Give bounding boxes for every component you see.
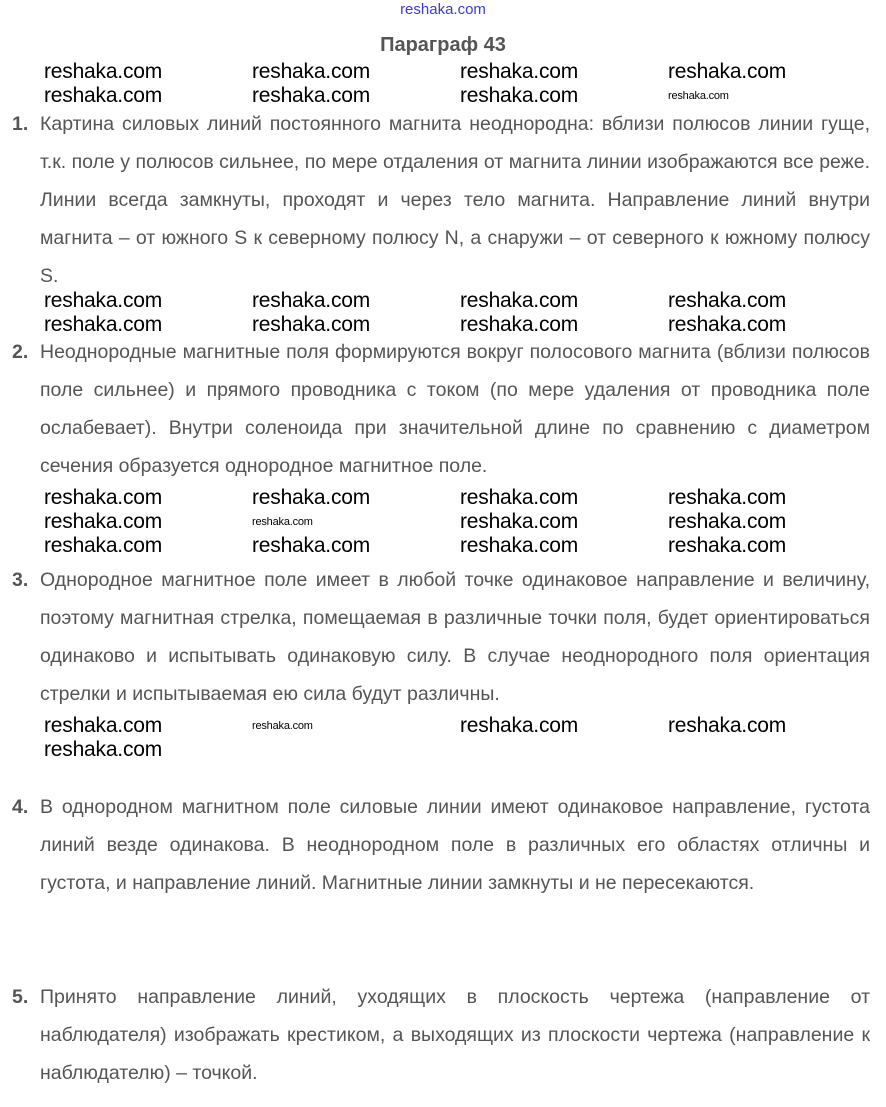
- item-number: 2.: [12, 341, 29, 363]
- watermark: reshaka.com: [252, 534, 371, 557]
- watermark: reshaka.com: [252, 289, 371, 312]
- watermark: reshaka.com: [44, 84, 163, 107]
- item-text: В однородном магнитном поле силовые линии имеют одинаковое направление, густота линий везде одинакова. В неоднородном поле в различных его областях отличны и густота, и направление линий. Магнитные линии замкнуты и не пересекаются.: [40, 796, 870, 894]
- item-number: 3.: [12, 569, 29, 591]
- watermark: reshaka.com: [252, 84, 371, 107]
- answer-item-5: [12, 978, 870, 1092]
- watermark: reshaka.com: [460, 313, 579, 336]
- watermark: reshaka.com: [668, 289, 787, 312]
- watermark: reshaka.com: [44, 737, 163, 761]
- item-text: Неоднородные магнитные поля формируются вокруг полосового магнита (вблизи полюсов поле сильнее) и прямого проводника с током (по мере удаления от проводника поле ослабевает). Внутри соленоида при значительной длине по сравнению с диаметром сечения образуется однородное магнитное поле.: [40, 341, 870, 477]
- watermark: reshaka.com: [252, 313, 371, 336]
- watermark: reshaka.com: [668, 486, 787, 509]
- watermark: reshaka.com: [460, 84, 579, 107]
- watermark: reshaka.com: [668, 60, 787, 83]
- watermark: reshaka.com: [668, 713, 787, 737]
- watermark: reshaka.com: [44, 313, 163, 336]
- answer-item-4: [12, 788, 870, 902]
- top-watermark-link[interactable]: reshaka.com: [400, 1, 486, 18]
- watermark: reshaka.com: [460, 534, 579, 557]
- watermark: reshaka.com: [460, 713, 579, 737]
- watermark: reshaka.com: [44, 510, 163, 533]
- watermark: reshaka.com: [252, 486, 371, 509]
- watermark: reshaka.com: [44, 534, 163, 557]
- watermark: reshaka.com: [44, 60, 163, 83]
- watermark: reshaka.com: [460, 486, 579, 509]
- watermark: reshaka.com: [668, 510, 787, 533]
- answer-item-2: [12, 333, 870, 485]
- watermark: reshaka.com: [460, 289, 579, 312]
- watermark: reshaka.com: [252, 60, 371, 83]
- watermark: reshaka.com: [44, 713, 163, 737]
- watermark: reshaka.com: [460, 510, 579, 533]
- answer-item-3: [12, 561, 870, 713]
- page-title: Параграф 43: [380, 34, 506, 56]
- item-text: Картина силовых линий постоянного магнита неоднородна: вблизи полюсов линии гуще, т.к. поле у полюсов сильнее, по мере отдаления от магнита линии изображаются все реже. Линии всегда замкнуты, проходят и через тело магнита. Направление линий внутри магнита – от южного S к северному полюсу N, а снаружи – от северного к южному полюсу S.: [40, 113, 870, 287]
- watermark: reshaka.com: [668, 313, 787, 336]
- watermark: reshaka.com: [668, 534, 787, 557]
- item-text: Однородное магнитное поле имеет в любой точке одинаковое направление и величину, поэтому магнитная стрелка, помещаемая в различные точки поля, будет ориентироваться одинаково и испытывать одинаковую силу. В случае неоднородного поля ориентация стрелки и испытываемая ею сила будут различны.: [40, 569, 870, 705]
- watermark: reshaka.com: [44, 486, 163, 509]
- watermark: reshaka.com: [460, 60, 579, 83]
- watermark: reshaka.com: [252, 516, 313, 528]
- item-text: Принято направление линий, уходящих в плоскость чертежа (направление от наблюдателя) изображать крестиком, а выходящих из плоскости чертежа (направление к наблюдателю) – точкой.: [40, 986, 870, 1084]
- item-number: 1.: [12, 113, 29, 135]
- watermark: reshaka.com: [668, 90, 729, 102]
- item-number: 4.: [12, 796, 29, 818]
- watermark: reshaka.com: [44, 289, 163, 312]
- watermark: reshaka.com: [252, 719, 313, 732]
- item-number: 5.: [12, 986, 29, 1008]
- answer-item-1: [12, 105, 870, 295]
